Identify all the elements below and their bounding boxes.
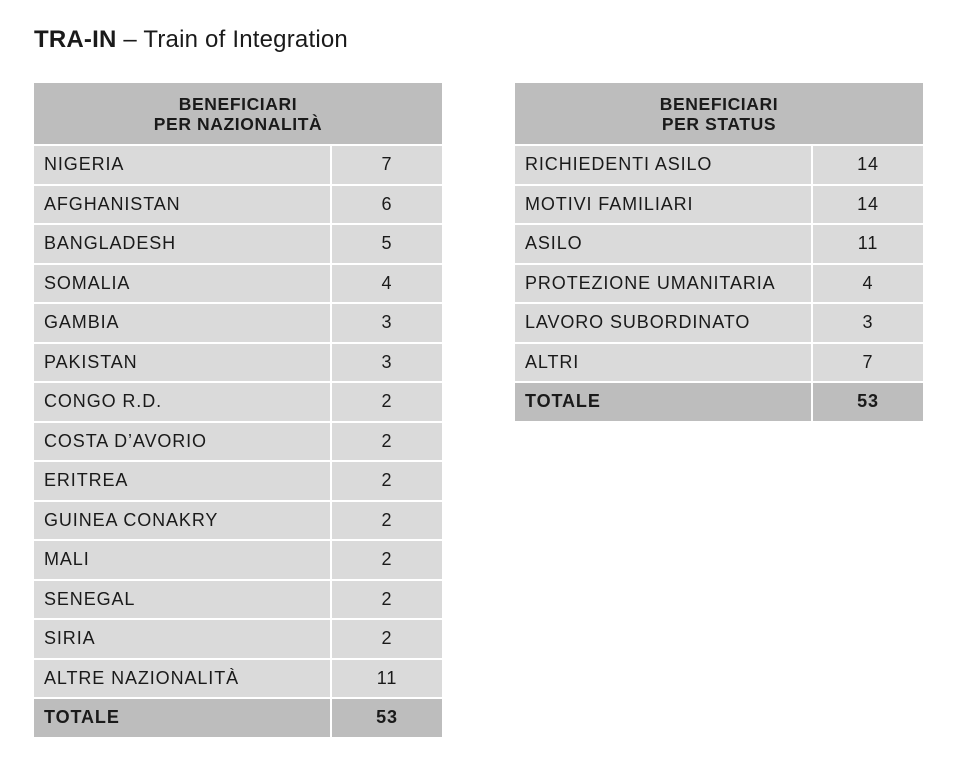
table-row (515, 146, 923, 186)
row-value: 6 (332, 186, 442, 226)
table-row (515, 344, 923, 384)
row-label: NIGERIA (34, 146, 332, 186)
row-label: RICHIEDENTI ASILO (515, 146, 813, 186)
row-value: 14 (813, 186, 923, 226)
row-value: 11 (813, 225, 923, 265)
header-line-2: PER NAZIONALITÀ (153, 113, 323, 134)
total-value: 53 (332, 699, 442, 737)
row-label: ERITREA (34, 462, 332, 502)
row-label: BANGLADESH (34, 225, 332, 265)
row-value: 2 (332, 502, 442, 542)
row-value: 3 (332, 304, 442, 344)
row-value: 7 (813, 344, 923, 384)
row-value: 11 (332, 660, 442, 700)
table-row (34, 462, 442, 502)
table-row (34, 304, 442, 344)
table-row (34, 265, 442, 305)
total-value: 53 (813, 383, 923, 421)
row-label: LAVORO SUBORDINATO (515, 304, 813, 344)
row-value: 2 (332, 423, 442, 463)
table-row (515, 265, 923, 305)
table-row (34, 146, 442, 186)
total-label: TOTALE (515, 383, 813, 421)
row-value: 14 (813, 146, 923, 186)
table-row (34, 225, 442, 265)
row-label: PAKISTAN (34, 344, 332, 384)
row-value: 2 (332, 462, 442, 502)
total-label: TOTALE (34, 699, 332, 737)
table-row (34, 344, 442, 384)
row-label: MOTIVI FAMILIARI (515, 186, 813, 226)
row-label: ASILO (515, 225, 813, 265)
header-line-2: PER STATUS (661, 113, 777, 134)
title-subtitle: – Train of Integration (123, 26, 348, 53)
page-title (34, 26, 348, 54)
table-row (34, 581, 442, 621)
row-value: 3 (332, 344, 442, 384)
table-row (34, 541, 442, 581)
total-row (515, 383, 923, 421)
table-row (515, 225, 923, 265)
row-value: 7 (332, 146, 442, 186)
row-label: SENEGAL (34, 581, 332, 621)
row-value: 5 (332, 225, 442, 265)
row-label: COSTA D’AVORIO (34, 423, 332, 463)
table-status (515, 83, 923, 421)
table-row (515, 186, 923, 226)
row-label: SIRIA (34, 620, 332, 660)
header-line-1: BENEFICIARI (659, 93, 779, 114)
table-row (34, 383, 442, 423)
row-value: 2 (332, 581, 442, 621)
row-label: AFGHANISTAN (34, 186, 332, 226)
row-label: SOMALIA (34, 265, 332, 305)
row-label: GUINEA CONAKRY (34, 502, 332, 542)
row-value: 2 (332, 541, 442, 581)
row-value: 4 (813, 265, 923, 305)
table-header (515, 83, 923, 146)
table-row (34, 423, 442, 463)
row-label: PROTEZIONE UMANITARIA (515, 265, 813, 305)
table-row (34, 186, 442, 226)
row-label: MALI (34, 541, 332, 581)
table-row (34, 502, 442, 542)
table-nationality (34, 83, 442, 737)
title-brand: TRA-IN (34, 26, 117, 53)
row-value: 2 (332, 383, 442, 423)
row-value: 2 (332, 620, 442, 660)
row-label: CONGO R.D. (34, 383, 332, 423)
row-value: 3 (813, 304, 923, 344)
header-line-1: BENEFICIARI (178, 93, 298, 114)
row-label: ALTRI (515, 344, 813, 384)
table-header (34, 83, 442, 146)
table-row (34, 620, 442, 660)
total-row (34, 699, 442, 737)
row-label: GAMBIA (34, 304, 332, 344)
table-row (34, 660, 442, 700)
row-value: 4 (332, 265, 442, 305)
table-row (515, 304, 923, 344)
row-label: ALTRE NAZIONALITÀ (34, 660, 332, 700)
